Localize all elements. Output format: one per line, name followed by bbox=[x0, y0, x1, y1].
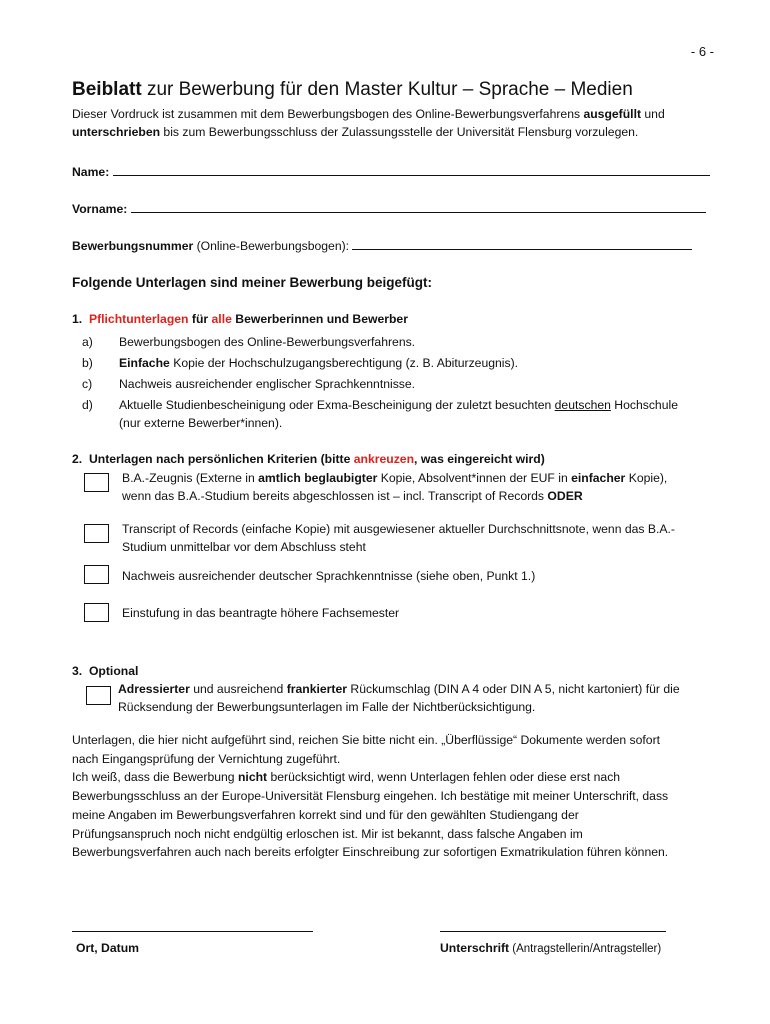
closing-line: berücksichtigt wird, wenn Unterlagen fehlen oder diese erst nach bbox=[267, 770, 621, 785]
closing-line: Bewerbungsverfahren auch nach bereits erfolgter Einschreibung zur sofortigen Exmatrikulation führen können. bbox=[72, 845, 669, 860]
vorname-label: Vorname: bbox=[72, 202, 128, 216]
item-letter: b) bbox=[82, 356, 93, 370]
checkbox-sprachkenntnisse[interactable] bbox=[84, 565, 109, 584]
item-text-part: (nur externe Bewerber*innen). bbox=[119, 416, 283, 430]
option-bold: Adressierter bbox=[118, 682, 190, 696]
intro-part: Dieser Vordruck ist zusammen mit dem Bewerbungsbogen des Online-Bewerbungsverfahrens bbox=[72, 107, 584, 121]
intro-part: und bbox=[641, 107, 665, 121]
signature-text: Unterschrift bbox=[440, 941, 510, 955]
name-label: Name: bbox=[72, 165, 110, 179]
option-text: Nachweis ausreichender deutscher Sprachkenntnisse (siehe oben, Punkt 1.) bbox=[122, 569, 536, 583]
signature-line[interactable] bbox=[440, 931, 666, 932]
closing-line: Ich weiß, dass die Bewerbung bbox=[72, 770, 238, 785]
closing-line: meine Angaben im Bewerbungsverfahren korrekt sind und für den gewählten Studiengang der bbox=[72, 807, 579, 822]
section1-red-text: Pflichtunterlagen bbox=[88, 312, 189, 326]
intro-bold: ausgefüllt bbox=[583, 107, 642, 121]
section1-text: Bewerberinnen und Bewerber bbox=[231, 312, 408, 326]
list-item bbox=[82, 396, 742, 432]
option-sprachkenntnisse bbox=[122, 567, 722, 585]
option-transcript bbox=[122, 520, 722, 556]
intro-text bbox=[72, 106, 722, 141]
place-date-label bbox=[76, 941, 139, 955]
closing-paragraph bbox=[72, 731, 722, 862]
section2-heading bbox=[72, 452, 545, 466]
section1-text: für bbox=[188, 312, 212, 326]
intro-part: bis zum Bewerbungsschluss der Zulassungsstelle der Universität Flensburg vorzulegen. bbox=[160, 124, 639, 139]
section1-red-text: alle bbox=[211, 312, 232, 326]
checkbox-ba-zeugnis[interactable] bbox=[84, 473, 109, 492]
checkbox-einstufung[interactable] bbox=[84, 603, 109, 622]
section3-heading bbox=[72, 664, 138, 678]
item-bold: Einfache bbox=[119, 356, 170, 370]
checkbox-transcript[interactable] bbox=[84, 524, 109, 543]
option-text: Einstufung in das beantragte höhere Fachsemester bbox=[122, 606, 400, 620]
page-number: - 6 - bbox=[690, 44, 714, 59]
option-bold: frankierter bbox=[286, 682, 348, 696]
option-text: Transcript of Records (einfache Kopie) mit ausgewiesener aktueller Durchschnittsnote, wenn das B.A.- bbox=[122, 522, 675, 536]
option-bold: amtlich beglaubigter bbox=[258, 471, 378, 485]
option-text: wenn das B.A.-Studium bereits abgeschlossen ist – incl. Transcript of Records bbox=[122, 489, 548, 503]
option-text: Rücksendung der Bewerbungsunterlagen im Falle der Nichtberücksichtigung. bbox=[118, 700, 536, 714]
closing-bold: nicht bbox=[237, 770, 268, 785]
bewerbungsnummer-field bbox=[72, 236, 692, 253]
option-text: B.A.-Zeugnis (Externe in bbox=[122, 471, 259, 485]
vorname-field bbox=[72, 199, 706, 216]
option-text: Studium unmittelbar vor dem Abschluss steht bbox=[122, 540, 366, 554]
item-text: Bewerbungsbogen des Online-Bewerbungsverfahrens. bbox=[119, 335, 416, 349]
name-input-line[interactable] bbox=[113, 162, 710, 176]
bewerbungsnummer-hint: (Online-Bewerbungsbogen): bbox=[193, 239, 350, 253]
item-underlined: deutschen bbox=[554, 398, 611, 412]
section2-text: Unterlagen nach persönlichen Kriterien (bitte bbox=[88, 452, 354, 466]
option-text: Kopie, Absolvent*innen der EUF in bbox=[377, 471, 572, 485]
place-date-text: Ort, Datum bbox=[76, 941, 139, 955]
option-bold: einfacher bbox=[571, 471, 626, 485]
section3-number: 3. bbox=[72, 664, 83, 678]
name-field bbox=[72, 162, 710, 179]
signature-label bbox=[440, 941, 661, 955]
bewerbungsnummer-input-line[interactable] bbox=[352, 236, 692, 250]
closing-line: Bewerbungsschluss an der Europe-Universität Flensburg eingehen. Ich bestätige mit meiner Unterschrift, dass bbox=[72, 789, 669, 804]
section2-red-text: ankreuzen bbox=[353, 452, 415, 466]
list-item bbox=[82, 333, 742, 351]
closing-line: Prüfungsanspruch noch nicht endgültig erloschen ist. Mir ist bekannt, dass falsche Angaben im bbox=[72, 826, 583, 841]
bewerbungsnummer-label: Bewerbungsnummer bbox=[72, 239, 194, 253]
place-date-line[interactable] bbox=[72, 931, 313, 932]
item-text-part: Hochschule bbox=[610, 398, 678, 412]
item-letter: a) bbox=[82, 335, 93, 349]
title-bold: Beiblatt bbox=[72, 79, 142, 100]
item-letter: c) bbox=[82, 377, 93, 391]
option-einstufung bbox=[122, 604, 722, 622]
option-bold: ODER bbox=[547, 489, 583, 503]
item-letter: d) bbox=[82, 398, 93, 412]
option-ba-zeugnis bbox=[122, 469, 722, 505]
item-text-part: Aktuelle Studienbescheinigung oder Exma-Bescheinigung der zuletzt besuchten bbox=[119, 398, 555, 412]
item-text: Nachweis ausreichender englischer Sprachkenntnisse. bbox=[119, 377, 416, 391]
item-text bbox=[119, 396, 729, 432]
section1-heading bbox=[72, 312, 408, 326]
section2-number: 2. bbox=[72, 452, 83, 466]
title-rest: zur Bewerbung für den Master Kultur – Sprache – Medien bbox=[141, 79, 633, 100]
section2-text: , was eingereicht wird) bbox=[414, 452, 545, 466]
list-item bbox=[82, 354, 742, 372]
option-rueckumschlag bbox=[118, 680, 718, 716]
option-text: Rückumschlag (DIN A 4 oder DIN A 5, nicht kartoniert) für die bbox=[347, 682, 680, 696]
vorname-input-line[interactable] bbox=[131, 199, 706, 213]
closing-line: Unterlagen, die hier nicht aufgeführt sind, reichen Sie bitte nicht ein. „Überflüssige“ Dokumente werden sofort bbox=[72, 733, 661, 747]
item-text-rest: Kopie der Hochschulzugangsberechtigung (z. B. Abiturzeugnis). bbox=[169, 356, 519, 370]
section1-number: 1. bbox=[72, 312, 83, 326]
intro-bold: unterschrieben bbox=[72, 124, 161, 139]
attachments-heading: Folgende Unterlagen sind meiner Bewerbung beigefügt: bbox=[72, 275, 433, 290]
list-item bbox=[82, 375, 742, 393]
section3-label: Optional bbox=[88, 664, 139, 678]
option-text: und ausreichend bbox=[189, 682, 287, 696]
option-text: Kopie), bbox=[625, 471, 668, 485]
item-text bbox=[119, 354, 729, 372]
checkbox-rueckumschlag[interactable] bbox=[86, 686, 111, 705]
closing-line: nach Eingangsprüfung der Vernichtung zugeführt. bbox=[72, 751, 341, 766]
signature-hint: (Antragstellerin/Antragsteller) bbox=[509, 943, 662, 955]
page-title bbox=[72, 79, 633, 101]
